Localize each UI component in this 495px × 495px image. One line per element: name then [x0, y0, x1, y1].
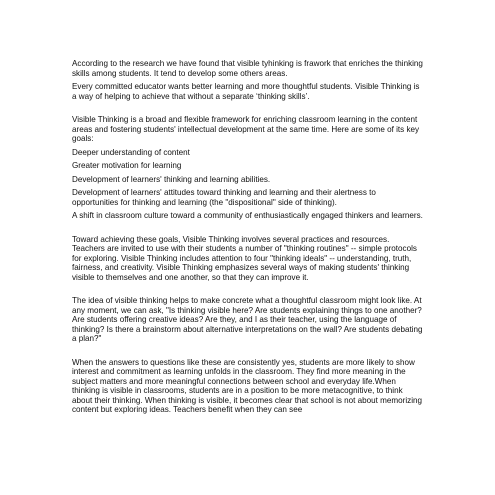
goal-culture-shift: A shift in classroom culture toward a community of enthusiastically engaged thinkers and learners.: [72, 211, 423, 220]
paragraph-framework: Visible Thinking is a broad and flexible framework for enriching classroom learning in the content areas and fostering students' intellectual development at the same time. Here are some of its key goals:: [72, 115, 420, 143]
goal-learner-abilities: Development of learners' thinking and learning abilities.: [72, 174, 271, 184]
paragraph-committed-educator: Every committed educator wants better learning and more thoughtful students. Visible Thinking is a way of helping to achieve that without a separate ‘thinking skills’.: [72, 82, 420, 101]
document-body: [72, 59, 424, 419]
goal-greater-motivation: Greater motivation for learning: [72, 161, 182, 170]
goal-deeper-understanding: Deeper understanding of content: [72, 147, 190, 157]
paragraph-practices: Toward achieving these goals, Visible Thinking involves several practices and resources. Teachers are invited to use with their students a number of "thinking routines" -- simple protocols for exploring. Visible Thinking includes attention to four "thinking ideals" -- understanding, truth, fairness, and creativity. Visible Thinking emphasizes several ways of making students' thinking visible to themselves and one another, so that they can improve it.: [72, 234, 417, 282]
paragraph-research: According to the research we have found that visible tyhinking is frawork that enriches the thinking skills among students. It tend to develop some others areas.: [72, 59, 423, 78]
goal-learner-attitudes: Development of learners' attitudes toward thinking and learning and their alertness to opportunities for thinking and learning (the "dispositional" side of thinking).: [72, 188, 376, 207]
paragraph-answers: When the answers to questions like these are consistently yes, students are more likely to show interest and commitment as learning unfolds in the classroom. They find more meaning in the subject matters and more meaningful connections between school and everyday life.When thinking is visible in classrooms, students are in a position to be more metacognitive, to think about their thinking. When thinking is visible, it becomes clear that school is not about memorizing content but exploring ideas. Teachers benefit when they can see: [72, 357, 423, 414]
paragraph-idea: The idea of visible thinking helps to make concrete what a thoughtful classroom might look like. At any moment, we can ask, "Is thinking visible here? Are students explaining things to one another? Are students offering creative ideas? Are they, and I as their teacher, using the language of thinking? Is there a brainstorm about alternative interpretations on the wall? Are students debating a plan?": [72, 296, 423, 343]
